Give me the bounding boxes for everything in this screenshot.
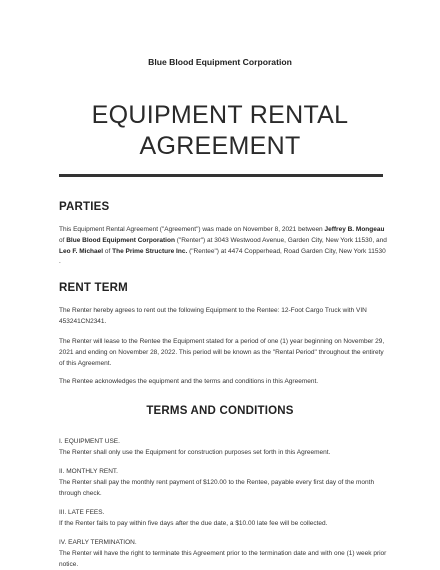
term-title: I. EQUIPMENT USE. xyxy=(59,438,120,445)
title-line-1: EQUIPMENT RENTAL xyxy=(91,101,349,129)
company-name: Blue Blood Equipment Corporation xyxy=(148,57,292,67)
parties-text-1: This Equipment Rental Agreement ("Agreement") was made on November 8, 2021 between xyxy=(59,226,325,233)
term-title: II. MONTHLY RENT. xyxy=(59,468,118,475)
document-title xyxy=(0,100,440,162)
rent-term-paragraph-3: The Rentee acknowledges the equipment and the terms and conditions in this Agreement. xyxy=(59,378,319,385)
term-title: III. LATE FEES. xyxy=(59,509,105,516)
parties-heading: PARTIES xyxy=(59,201,110,213)
term-text: The Renter shall pay the monthly rent payment of $120.00 to the Rentee, payable every first day of the month through check. xyxy=(59,478,375,497)
parties-text-2: of xyxy=(59,236,67,244)
renter-person: Jeffrey B. Mongeau xyxy=(324,226,385,233)
term-text: The Renter shall only use the Equipment for construction purposes set forth in this Agreement. xyxy=(59,448,331,456)
parties-paragraph xyxy=(59,225,389,268)
parties-text-3: ("Renter") at 3043 Westwood Avenue, Garden City, New York 11530, and xyxy=(174,236,387,244)
rent-term-paragraph-2: The Renter will lease to the Rentee the Equipment stated for a period of one (1) year beginning on November 29, 2021 and ending on November 28, 2022. This period will be known as the "Rental Period" throughout the entirety of this Agreement. xyxy=(59,338,385,367)
term-item-early-termination xyxy=(59,538,389,570)
term-title: IV. EARLY TERMINATION. xyxy=(59,539,137,546)
parties-text-5: ("Rentee") at 4474 Copperhead, Road Garden City, New York 11530 . xyxy=(59,247,386,266)
term-text: If the Renter fails to pay within five days after the due date, a $10.00 late fee will be collected. xyxy=(59,519,328,527)
title-divider xyxy=(59,174,383,177)
term-text: The Renter will have the right to terminate this Agreement prior to the termination date and with one (1) week prior notice. xyxy=(59,549,387,568)
rentee-person: Leo F. Michael xyxy=(59,247,104,255)
rent-term-paragraph-1: The Renter hereby agrees to rent out the following Equipment to the Rentee: 12-Foot Cargo Truck with VIN 453241CN2341. xyxy=(59,307,367,325)
terms-heading: TERMS AND CONDITIONS xyxy=(146,405,294,417)
term-item-equipment-use xyxy=(59,437,389,459)
parties-text-4: of xyxy=(103,247,113,255)
rentee-company: The Prime Structure Inc. xyxy=(112,247,188,255)
renter-company: Blue Blood Equipment Corporation xyxy=(66,236,175,244)
term-item-late-fees xyxy=(59,508,389,530)
rent-term-heading: RENT TERM xyxy=(59,282,128,294)
term-item-monthly-rent xyxy=(59,467,389,499)
title-line-2: AGREEMENT xyxy=(139,132,301,160)
